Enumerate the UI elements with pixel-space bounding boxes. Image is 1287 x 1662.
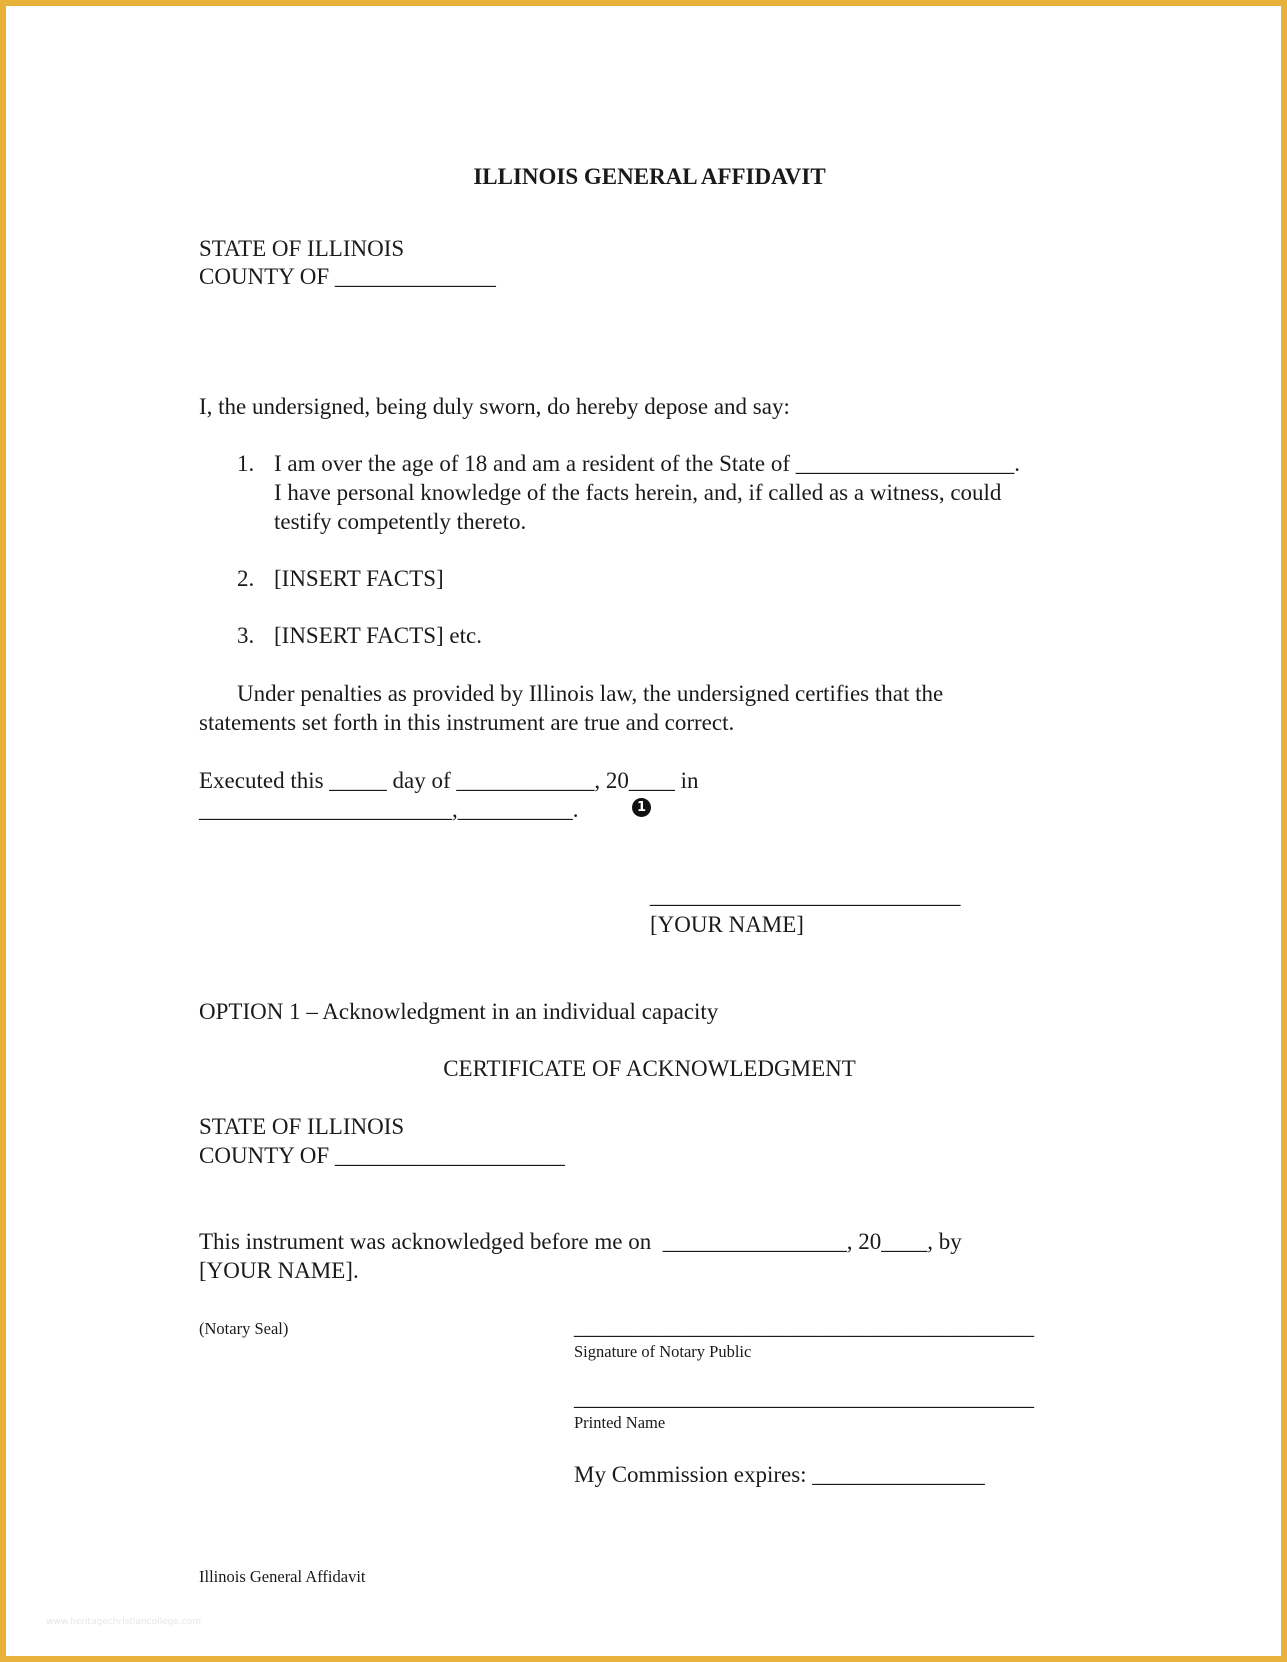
item-1-line-2: I have personal knowledge of the facts herein, and, if called as a witness, could (274, 480, 1002, 505)
item-1-line-1: I am over the age of 18 and am a resident of the State of ___________________. (274, 451, 1021, 476)
item-2-text: [INSERT FACTS] (274, 566, 444, 591)
certificate-title: CERTIFICATE OF ACKNOWLEDGMENT (443, 1056, 856, 1081)
item-number-2: 2. (237, 566, 255, 591)
watermark-text: www.heritagechristiancollege.com (46, 1617, 201, 1627)
item-1-line-3: testify competently thereto. (274, 509, 527, 534)
item-number-1: 1. (237, 451, 255, 476)
item-3-text: [INSERT FACTS] etc. (274, 623, 482, 648)
page-footer: Illinois General Affidavit (199, 1567, 366, 1586)
commission-expires: My Commission expires: _______________ (574, 1462, 985, 1487)
acknowledged-line-1: This instrument was acknowledged before me on ________________, 20____, by (199, 1229, 962, 1254)
venue-county: COUNTY OF ______________ (199, 264, 496, 289)
printed-name-line: ________________________________________ (574, 1385, 1034, 1410)
signature-line: ___________________________ (650, 883, 961, 908)
document-title: ILLINOIS GENERAL AFFIDAVIT (473, 164, 826, 189)
footnote-marker-icon: 1 (632, 798, 651, 817)
notary-seal-label: (Notary Seal) (199, 1319, 289, 1338)
executed-line-1: Executed this _____ day of ____________, 20____ in (199, 768, 699, 793)
acknowledged-line-2: [YOUR NAME]. (199, 1258, 359, 1283)
certification-line-1: Under penalties as provided by Illinois law, the undersigned certifies that the (237, 681, 944, 706)
notary-signature-label: Signature of Notary Public (574, 1342, 752, 1361)
ack-venue-county: COUNTY OF ____________________ (199, 1143, 565, 1168)
ack-venue-state: STATE OF ILLINOIS (199, 1114, 405, 1139)
certification-line-2: statements set forth in this instrument are true and correct. (199, 710, 735, 735)
notary-signature-line: ________________________________________ (574, 1314, 1034, 1339)
intro-statement: I, the undersigned, being duly sworn, do hereby depose and say: (199, 394, 790, 419)
signature-name: [YOUR NAME] (650, 912, 804, 937)
executed-line-2: ______________________,__________. (199, 797, 579, 822)
item-number-3: 3. (237, 623, 255, 648)
option1-heading: OPTION 1 – Acknowledgment in an individual capacity (199, 999, 719, 1024)
printed-name-label: Printed Name (574, 1413, 666, 1432)
venue-state: STATE OF ILLINOIS (199, 236, 405, 261)
